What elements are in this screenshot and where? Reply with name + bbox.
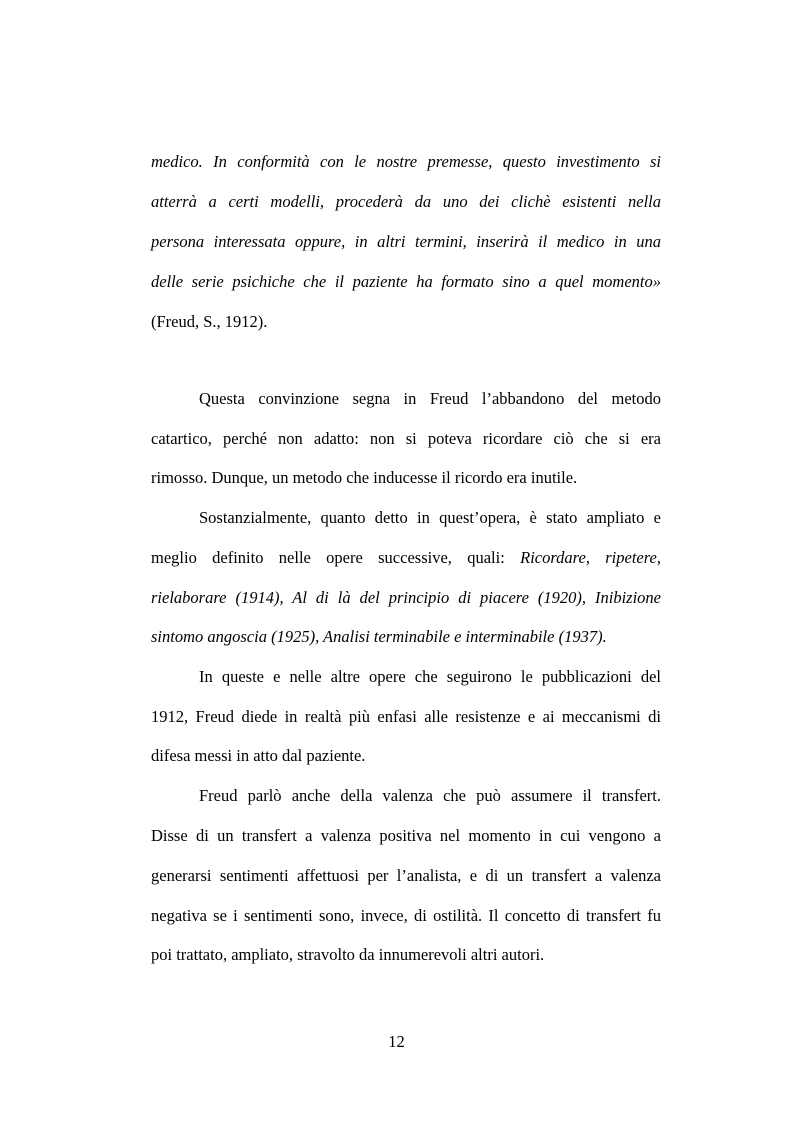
work-titles: rielaborare (1914), Al di là del principio di piacere (1920), Inibizione [151, 588, 661, 607]
work-titles: Ricordare, ripetere, [520, 548, 662, 567]
paragraph-line: Freud parlò anche della valenza che può assumere il transfert. [199, 786, 661, 805]
paragraph-line: Questa convinzione segna in Freud l’abbandono del metodo [199, 389, 661, 408]
paragraph-line: Disse di un transfert a valenza positiva nel momento in cui vengono a [151, 826, 661, 845]
quote-line: persona interessata oppure, in altri termini, inserirà il medico in una [151, 232, 661, 251]
paragraph-line [151, 548, 661, 568]
quote-citation: (Freud, S., 1912). [151, 312, 268, 331]
paragraph-line: In queste e nelle altre opere che seguirono le pubblicazioni del [199, 667, 661, 686]
paragraph-line: difesa messi in atto dal paziente. [151, 746, 366, 765]
paragraph-text: meglio definito nelle opere successive, quali: [151, 548, 505, 567]
paragraph-line: negativa se i sentimenti sono, invece, di ostilità. Il concetto di transfert fu [151, 906, 661, 925]
quote-line: medico. In conformità con le nostre premesse, questo investimento si [151, 152, 661, 171]
quote-line: delle serie psichiche che il paziente ha formato sino a quel momento» [151, 272, 661, 291]
paragraph-line: catartico, perché non adatto: non si poteva ricordare ciò che si era [151, 429, 661, 448]
paragraph-line: poi trattato, ampliato, stravolto da innumerevoli altri autori. [151, 945, 545, 964]
paragraph-line: 1912, Freud diede in realtà più enfasi alle resistenze e ai meccanismi di [151, 707, 661, 726]
work-titles: sintomo angoscia (1925), Analisi terminabile e interminabile (1937). [151, 627, 607, 646]
paragraph-line: rimosso. Dunque, un metodo che inducesse il ricordo era inutile. [151, 468, 578, 487]
paragraph-line: generarsi sentimenti affettuosi per l’analista, e di un transfert a valenza [151, 866, 661, 885]
page-number: 12 [388, 1032, 405, 1051]
paragraph-line: Sostanzialmente, quanto detto in quest’opera, è stato ampliato e [199, 508, 661, 527]
quote-line: atterrà a certi modelli, procederà da uno dei clichè esistenti nella [151, 192, 661, 211]
